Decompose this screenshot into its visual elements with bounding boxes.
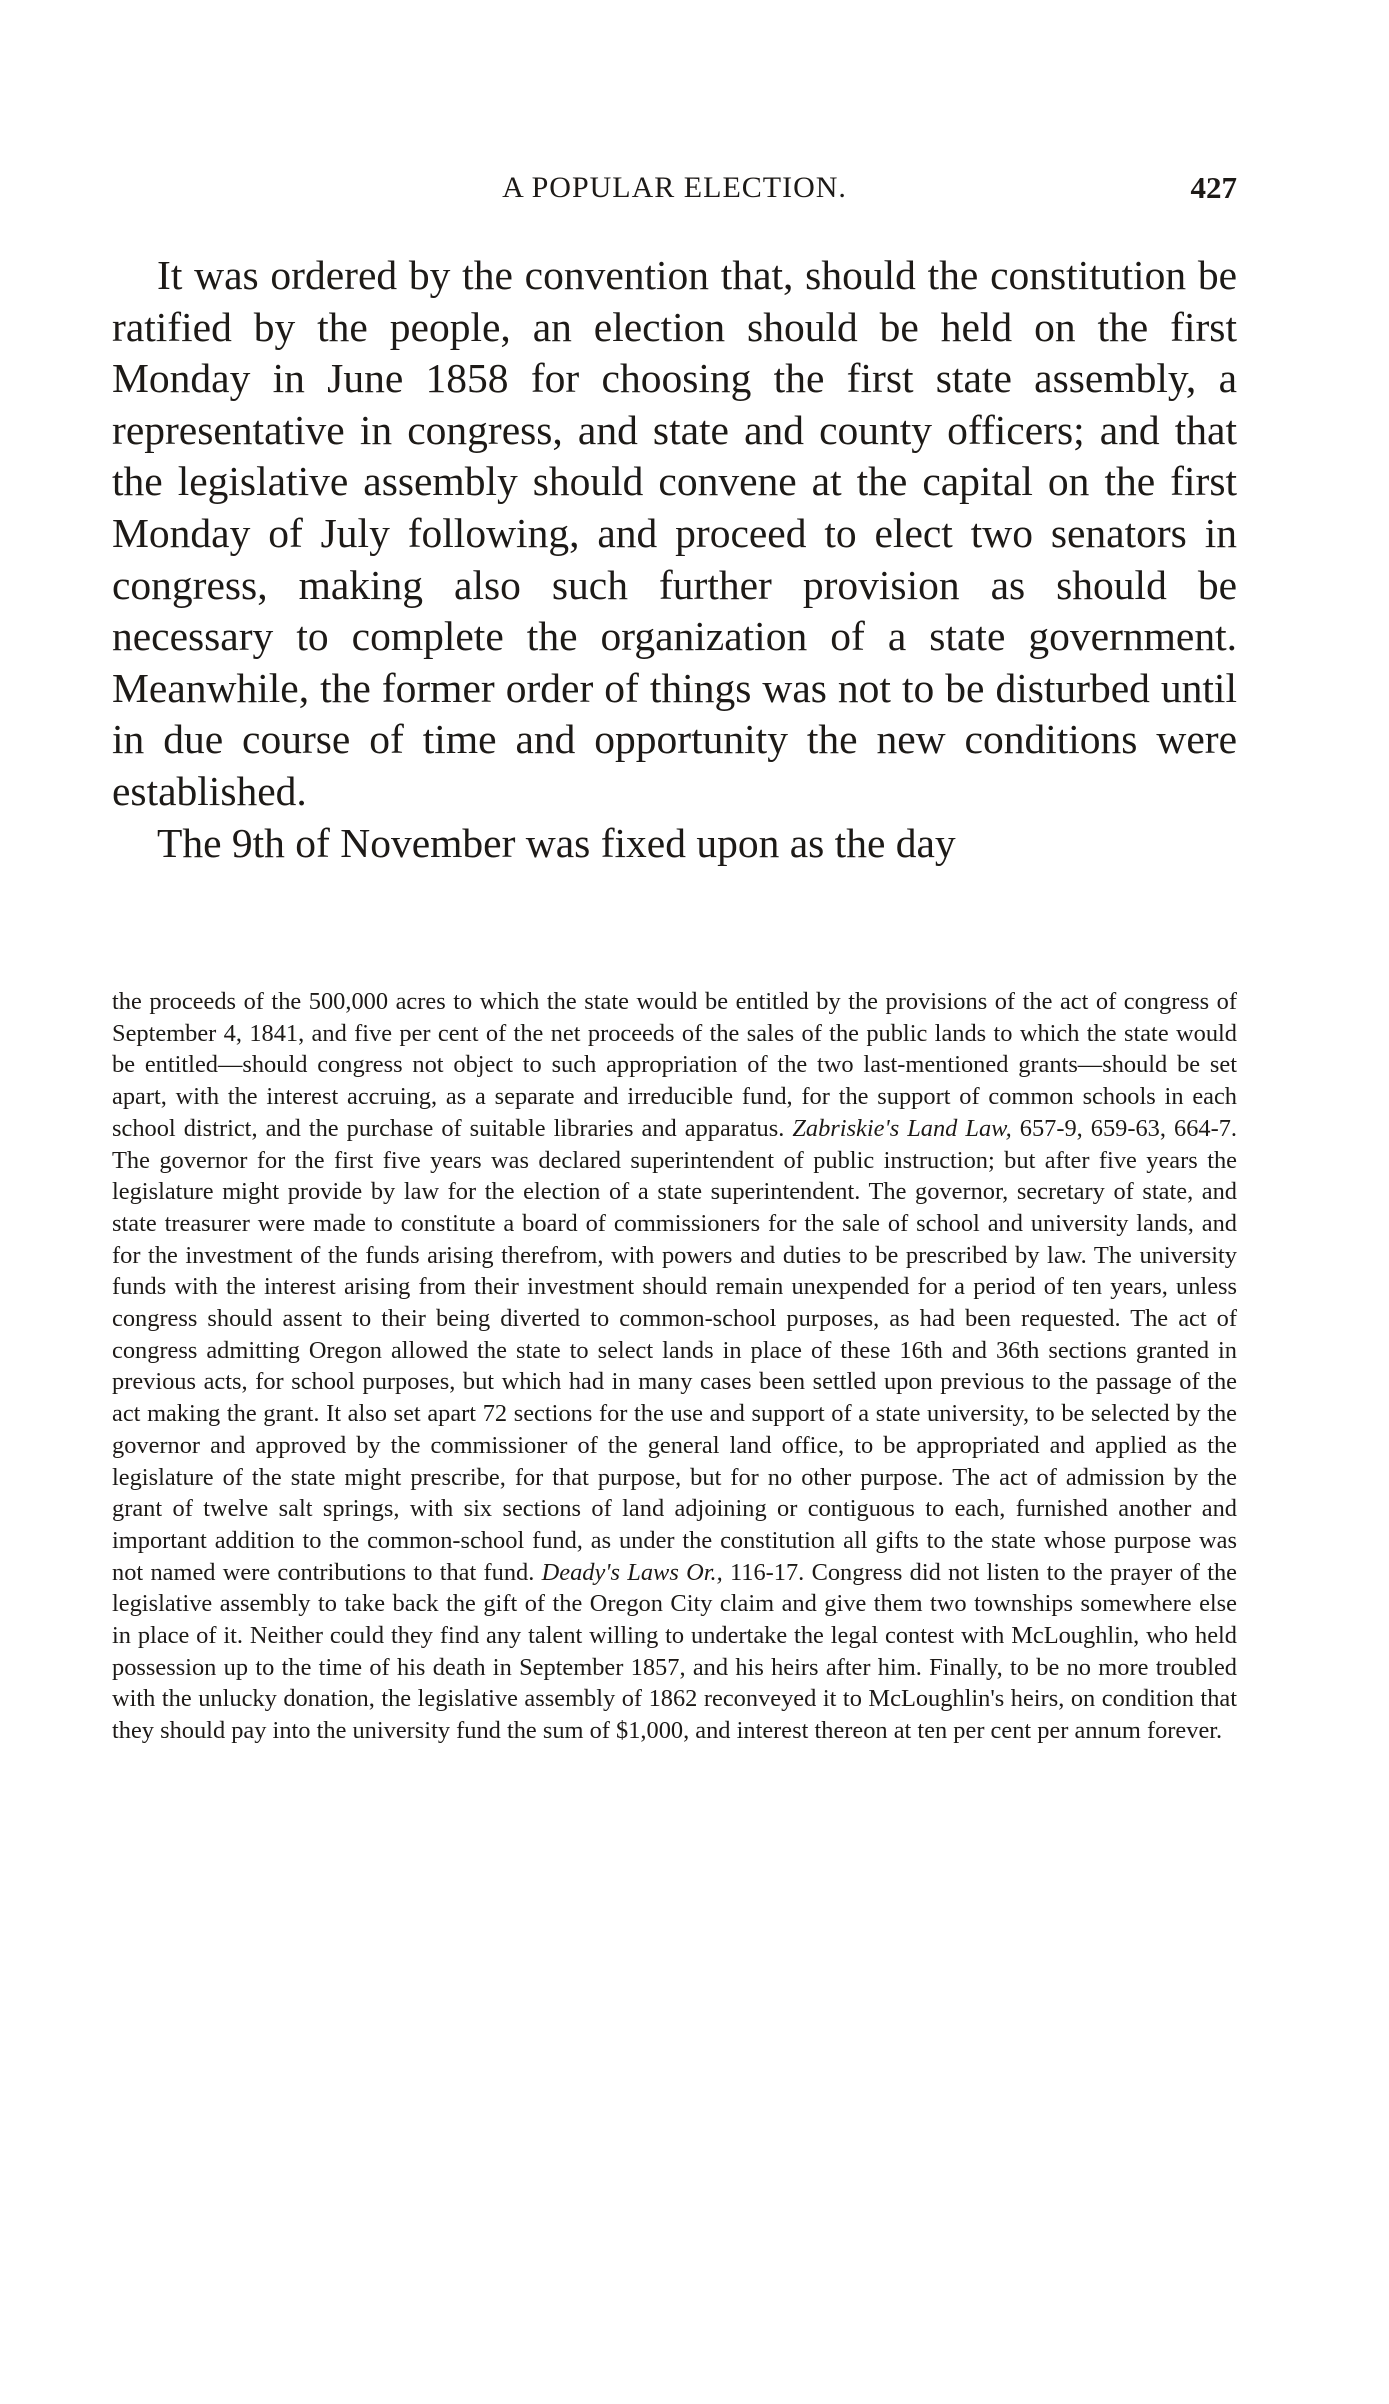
body-paragraph: The 9th of November was fixed upon as the day	[157, 819, 956, 866]
footnote-text: 116-17. Congress did not listen to the prayer of the legislative assembly to take back the gift of the Oregon City claim and give them two townships somewhere else in place of it. Neither could they find any talent willing to undertake the legal contest with McLoughlin, who held possession up to the time of his death in September 1857, and his heirs after him. Finally, to be no more troubled with the unlucky donation, the legislative assembly of 1862 reconveyed it to McLoughlin's heirs, on condition that they should pay into the university fund the sum of $1,000, and interest thereon at ten per cent per annum forever.	[112, 1558, 1237, 1745]
footnote-citation: Deady's Laws Or.,	[541, 1558, 723, 1586]
footnote-text: 657-9, 659-63, 664-7. The governor for the first five years was declared superintendent of public instruction; but after five years the legislature might provide by law for the election of a state superintendent. The governor, secretary of state, and state treasurer were made to constitute a board of commissioners for the sale of school and university lands, and for the investment of the funds arising therefrom, with powers and duties to be prescribed by law. The university funds with the interest arising from their investment should remain unexpended for a period of ten years, unless congress should assent to their being diverted to common-school purposes, as had been requested. The act of congress admitting Oregon allowed the state to select lands in place of these 16th and 36th sections granted in previous acts, for school purposes, but which had in many cases been settled upon previous to the passage of the act making the grant. It also set apart 72 sections for the use and support of a state university, to be selected by the governor and approved by the commissioner of the general land office, to be appropriated and applied as the legislature of the state might prescribe, for that purpose, but for no other purpose. The act of admission by the grant of twelve salt springs, with six sections of land adjoining or contiguous to each, furnished another and important addition to the common-school fund, as under the constitution all gifts to the state whose purpose was not named were contributions to that fund.	[112, 1114, 1237, 1586]
page-number: 427	[1190, 170, 1237, 205]
main-text	[112, 250, 1237, 869]
running-head: A POPULAR ELECTION.	[502, 171, 847, 204]
footnote-text: the proceeds of the 500,000 acres to which the state would be entitled by the provisions of the act of congress of September 4, 1841, and five per cent of the net proceeds of the sales of the public lands to which the state would be entitled—should congress not object to such appropriation of the two last-mentioned grants—should be set apart, with the interest accruing, as a separate and irreducible fund, for the support of common schools in each school district, and the purchase of suitable libraries and apparatus.	[112, 988, 1237, 1142]
footnote-citation: Zabriskie's Land Law,	[792, 1114, 1012, 1142]
footnote	[112, 986, 1237, 1747]
body-paragraph: It was ordered by the convention that, should the constitution be ratified by the people, an election should be held on the first Monday in June 1858 for choosing the first state assembly, a representative in congress, and state and county officers; and that the legislative assembly should convene at the capital on the first Monday of July following, and proceed to elect two senators in congress, making also such further provision as should be necessary to complete the organization of a state government. Meanwhile, the former order of things was not to be disturbed until in due course of time and opportunity the new conditions were established.	[112, 252, 1237, 814]
page-header	[112, 168, 1237, 208]
